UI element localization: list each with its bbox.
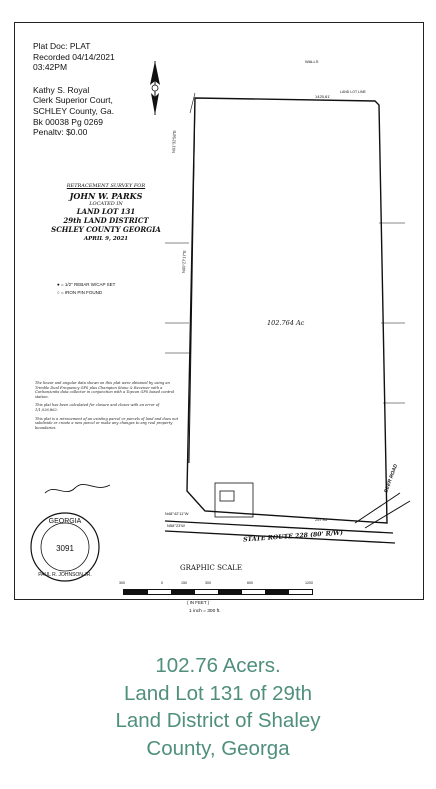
note-1: The linear and angular data shown on this plat were obtained by using an Trimble Dual Frequency GPS plus Champion Stone & Receiver with a Carlson/units data collector in conjunction with a Topcon GPS based control station. [35,381,175,399]
scale-units: ( IN FEET ) [187,600,210,605]
scale-tick-4: 600 [247,581,253,585]
seal-state: GEORGIA [48,518,82,525]
clerk-title: Clerk Superior Court, [33,95,113,106]
land-district: 29th LAND DISTRICT [63,216,149,225]
penalty: Penaltv: $0.00 [33,127,88,138]
caption-line-1: 102.76 Acers. [155,654,281,677]
bearing-road-1: N48°42'11"W [165,511,189,516]
bearing-road-2: N58°23'W [167,523,185,528]
recorded-time: 03:42PM [33,62,68,73]
clerk-name: Kathy S. Royal [33,84,90,95]
located-in: LOCATED IN [89,201,123,207]
caption [0,652,436,762]
seal-number: 3091 [56,544,74,553]
legend-rebar: ● = 1/2" REBAR W/CAP SET [57,282,116,287]
road-label: STATE ROUTE 228 (80' R/W) [242,529,344,544]
caption-line-4: County, Georga [146,736,290,760]
caption-line-3: Land District of Shaley [115,709,321,732]
scale-tick-1: 0 [161,581,163,585]
recording-stamp [33,41,115,138]
bearing-west-1: N01°32'58"E [171,130,177,154]
book-page: Bk 00038 Pg 0269 [33,116,103,127]
parcel-boundary [187,93,387,523]
seal-name: PAUL R. JOHNSON JR. [38,572,92,578]
bearing-road-3: 257.95' [315,517,328,522]
clerk-county: SCHLEY County, Ga. [33,105,114,116]
legend [57,281,115,297]
plat-document [14,22,424,614]
survey-date: APRIL 9, 2021 [83,236,129,242]
bearing-north: 1425.61' [315,94,331,99]
scale-tick-3: 300 [205,581,211,585]
deer-road-label: DEER ROAD [383,463,400,494]
scale-tick-0: 300 [119,581,125,585]
caption-line-2: Land Lot 131 of 29th [123,681,313,705]
graphic-scale-title: GRAPHIC SCALE [180,564,243,572]
north-arrow-icon [150,61,160,115]
land-lot: LAND LOT 131 [76,207,136,216]
survey-type: RETRACEMENT SURVEY FOR [66,183,146,189]
survey-notes [35,381,183,434]
surveyor-signature [45,484,110,493]
survey-title-block [51,183,161,242]
note-2: This plat has been calculated for closure and closes with an error of 1/1,026,862. [35,403,160,412]
graphic-scale-bar [123,589,313,595]
scale-ratio: 1 inch = 300 ft. [189,609,221,614]
doc-type: Plat Doc: PLAT [33,41,91,51]
acreage-label: 102.764 Ac [267,319,305,327]
county-state: SCHLEY COUNTY GEORGIA [51,225,161,234]
walls-label: WALLS [305,59,319,64]
legend-iron-pin: ○ = IRON PIN FOUND [57,290,103,295]
adjoiner-lines [165,223,405,403]
recorded-date: Recorded 04/14/2021 [33,51,115,62]
scale-tick-5: 1200 [305,581,313,585]
owner-name: JOHN W. PARKS [69,191,143,201]
surveyor-seal [31,513,99,581]
land-lot-line-label: LAND LOT LINE [340,90,366,94]
bearing-west-2: N00°27'17"E [181,250,187,274]
scale-tick-2: 150 [181,581,187,585]
note-3: This plat is a retracement of an existing parcel or parcels of land and does not subdivide or create a new parcel or make any changes to any real property boundaries. [35,416,179,430]
